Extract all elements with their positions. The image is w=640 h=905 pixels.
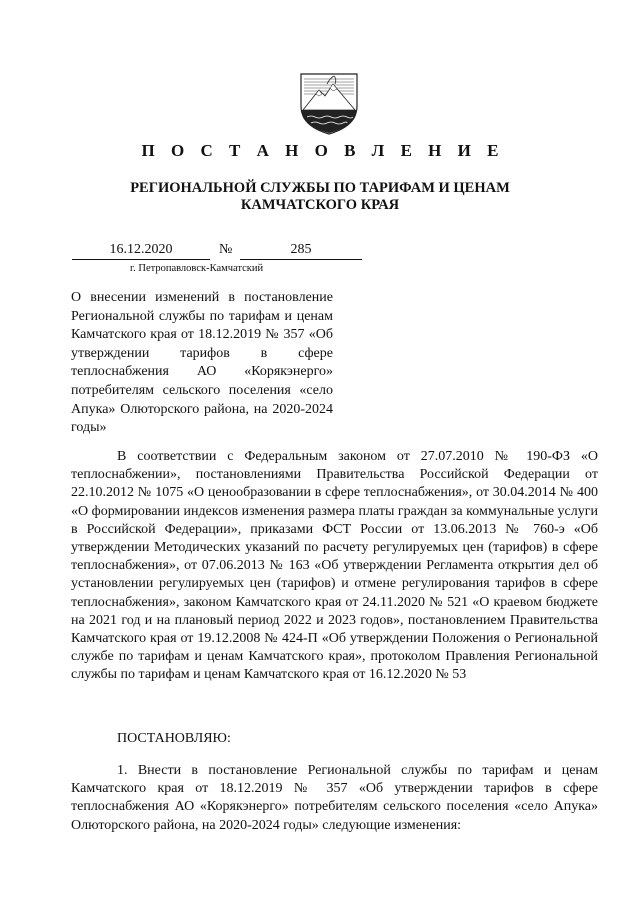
date-number-line	[72, 242, 362, 260]
item-1-paragraph: 1. Внести в постановление Региональной службы по тарифам и ценам Камчатского края от 18.12.2019 № 357 «Об утверждении тарифов в сфере теплоснабжения АО «Корякэнерго» потребителям сельского поселения «село Апука» Олюторского района, на 2020-2024 годы» следующие изменения:	[71, 763, 598, 833]
issuing-authority	[0, 180, 640, 214]
document-number: 285	[290, 242, 312, 257]
date-underline	[72, 259, 210, 260]
document-title: П О С Т А Н О В Л Е Н И Е	[141, 141, 505, 160]
number-underline	[240, 259, 362, 260]
preamble-paragraph: В соответствии с Федеральным законом от 27.07.2010 № 190-ФЗ «О теплоснабжении», постановлениями Правительства Российской Федерации от 22.10.2012 № 1075 «О ценообразовании в сфере теплоснабжения», от 30.04.2014 № 400 «О формировании индексов изменения размера платы граждан за коммунальные услуги в Российской Федерации», приказами ФСТ России от 13.06.2013 № 760-э «Об утверждении Методических указаний по расчету регулируемых цен (тарифов) в сфере теплоснабжения», от 07.06.2013 № 163 «Об утверждении Регламента открытия дел об установлении регулируемых цен (тарифов) и отмене регулирования тарифов в сфере теплоснабжения», законом Камчатского края от 24.11.2020 № 521 «О краевом бюджете на 2021 год и на плановый период 2022 и 2023 годов», постановлением Правительства Камчатского края от 19.12.2008 № 424-П «Об утверждении Положения о Региональной службе по тарифам и ценам Камчатского края», протоколом Правления Региональной службы по тарифам и ценам Камчатского края от 16.12.2020 № 53	[71, 449, 598, 683]
decree-heading: ПОСТАНОВЛЯЮ:	[117, 731, 231, 746]
document-city: г. Петропавловск-Камчатский	[130, 263, 264, 274]
document-date: 16.12.2020	[109, 242, 173, 257]
issuing-authority-text: РЕГИОНАЛЬНОЙ СЛУЖБЫ ПО ТАРИФАМ И ЦЕНАМ КАМЧАТСКОГО КРАЯ	[130, 180, 510, 213]
kamchatka-emblem-icon	[297, 70, 361, 136]
document-subject: О внесении изменений в постановление Региональной службы по тарифам и ценам Камчатского края от 18.12.2019 № 357 «Об утверждении тарифов в сфере теплоснабжения АО «Корякэнерго» потребителям сельского поселения «село Апука» Олюторского района, на 2020-2024 годы»	[71, 290, 333, 436]
number-sign: №	[219, 242, 233, 257]
